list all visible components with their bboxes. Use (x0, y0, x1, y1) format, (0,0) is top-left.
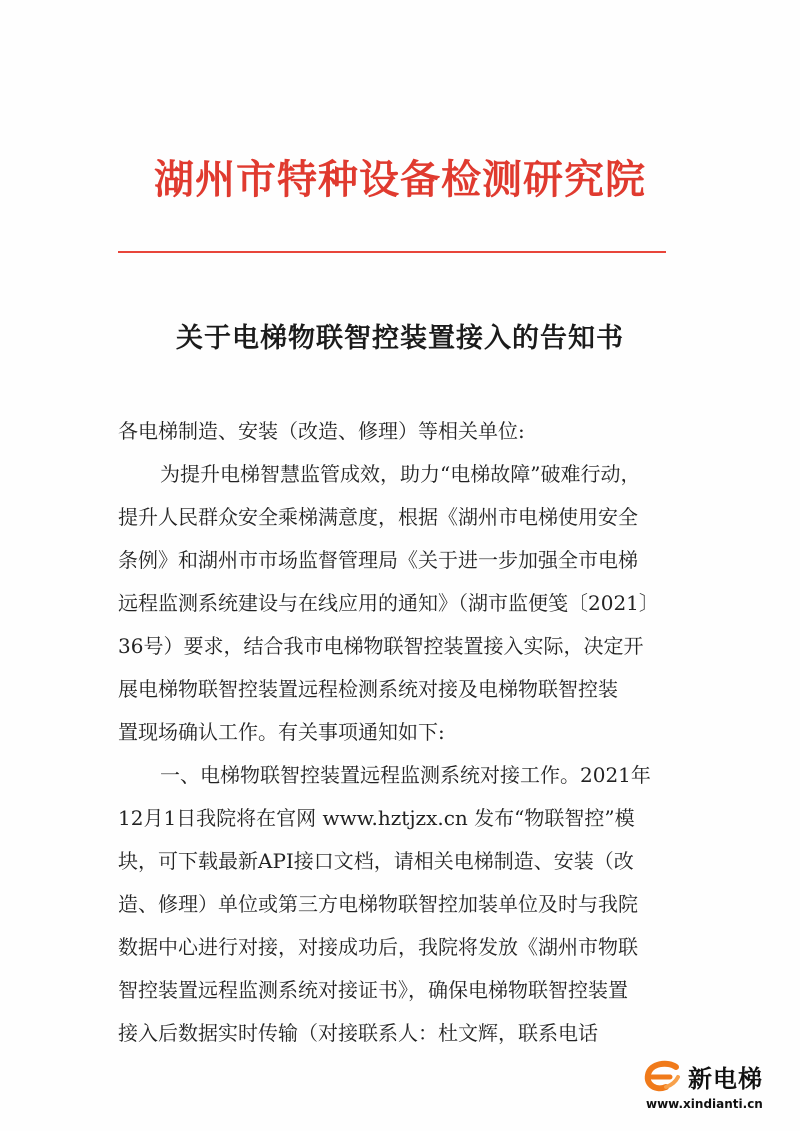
paragraph-1-line: 提升人民群众安全乘梯满意度，根据《湖州市电梯使用安全 (118, 505, 638, 529)
document-title: 关于电梯物联智控装置接入的告知书 (176, 323, 624, 354)
paragraph-1-line: 展电梯物联智控装置远程检测系统对接及电梯物联智控装 (118, 677, 618, 701)
watermark-logo (640, 1057, 790, 1117)
document-body (118, 410, 678, 1055)
organization-header: 湖州市特种设备检测研究院 (154, 157, 646, 203)
paragraph-1-line: 置现场确认工作。有关事项通知如下: (118, 720, 445, 744)
watermark-name: 新电梯 (688, 1065, 763, 1093)
orange-e-swirl-icon (640, 1059, 684, 1097)
paragraph-2-line: 12月1日我院将在官网 www.hztjzx.cn 发布“物联智控”模 (118, 806, 635, 830)
red-divider-line (118, 251, 666, 253)
salutation: 各电梯制造、安装（改造、修理）等相关单位: (118, 419, 525, 443)
paragraph-2-line: 一、电梯物联智控装置远程监测系统对接工作。2021年 (160, 763, 651, 787)
paragraph-2-line: 造、修理）单位或第三方电梯物联智控加装单位及时与我院 (118, 892, 638, 916)
paragraph-1-line: 远程监测系统建设与在线应用的通知》（湖市监便笺〔2021〕 (118, 591, 659, 615)
paragraph-2-line: 接入后数据实时传输（对接联系人：杜文辉，联系电话 (118, 1021, 598, 1045)
paragraph-2-line: 智控装置远程监测系统对接证书》，确保电梯物联智控装置 (118, 978, 628, 1002)
watermark-url: www.xindianti.cn (646, 1097, 763, 1111)
paragraph-2-line: 块，可下载最新API接口文档，请相关电梯制造、安装（改 (118, 849, 634, 873)
paragraph-2-line: 数据中心进行对接，对接成功后，我院将发放《湖州市物联 (118, 935, 638, 959)
paragraph-1-line: 36号）要求，结合我市电梯物联智控装置接入实际，决定开 (118, 634, 644, 658)
paragraph-1-line: 为提升电梯智慧监管成效，助力“电梯故障”破难行动， (160, 462, 641, 486)
paragraph-1-line: 条例》和湖州市市场监督管理局《关于进一步加强全市电梯 (118, 548, 638, 572)
